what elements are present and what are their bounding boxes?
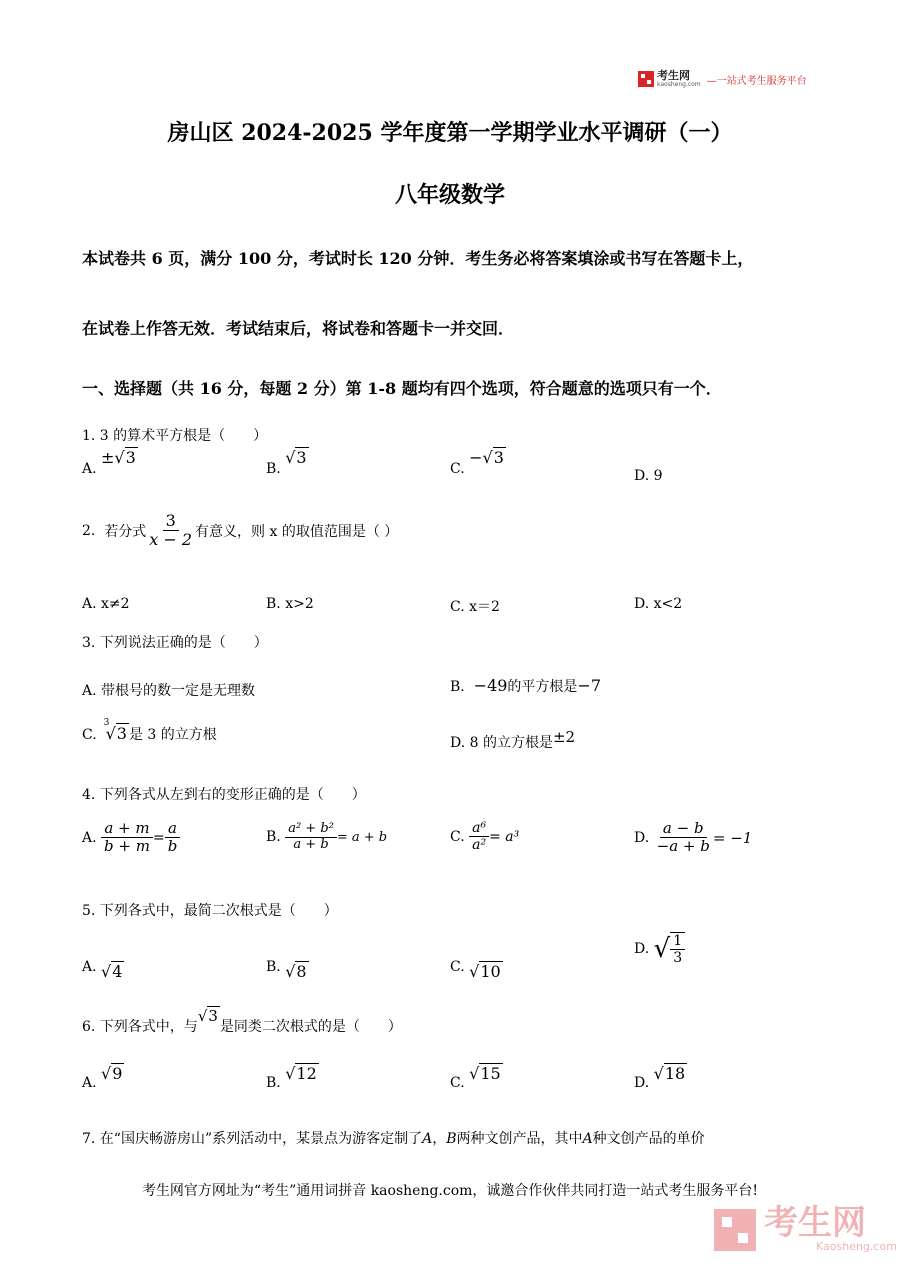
brand-domain: kaosheng.com xyxy=(657,81,701,88)
section-heading: 一、选择题（共 16 分，每题 2 分）第 1-8 题均有四个选项，符合题意的选项只有一个． xyxy=(82,379,722,398)
question-5-option-b: B. √8 xyxy=(266,959,307,981)
watermark-text: 考生网 xyxy=(764,1203,866,1243)
question-2-option-c: C. x＝2 xyxy=(450,599,500,615)
question-2-stem: 2. 若分式 $\frac{3}{x - 2}$ 有意义，则 x 的取值范围是（ ） xyxy=(82,511,399,550)
instructions-line-1: 本试卷共 6 页，满分 100 分，考试时长 120 分钟．考生务必将答案填涂或书写在答题卡上， xyxy=(82,249,754,268)
question-6-stem: 6. 下列各式中，与√3是同类二次根式的是（ ） xyxy=(82,1007,402,1035)
exam-subtitle: 八年级数学 xyxy=(394,182,505,208)
question-5-option-a: A. √4 xyxy=(82,959,123,981)
footer-note: 考生网官方网址为“考生”通用词拼音 kaosheng.com，诚邀合作伙伴共同打造一站式考生服务平台! xyxy=(141,1183,759,1199)
question-4-option-a: A. $\frac{a + m}{b + m}$ = $\frac{a}{b}$ xyxy=(82,820,180,856)
question-3-option-d: D. 8 的立方根是±2 xyxy=(450,728,576,751)
question-5-option-d: D. √ $\frac{1}{3}$ xyxy=(634,932,685,966)
question-5-stem: 5. 下列各式中，最简二次根式是（ ） xyxy=(82,903,338,919)
brand-name: 考生网 xyxy=(657,69,690,82)
watermark-logo-icon xyxy=(714,1209,756,1251)
question-4-stem: 4. 下列各式从左到右的变形正确的是（ ） xyxy=(82,787,366,803)
question-2-option-d: D. x<2 xyxy=(634,596,683,612)
question-2-option-a: A. x≠2 xyxy=(82,596,130,612)
brand-logo xyxy=(638,70,807,88)
instructions-line-2: 在试卷上作答无效．考试结束后，将试卷和答题卡一并交回． xyxy=(82,319,515,338)
question-6-option-b: B. √12 xyxy=(266,1064,317,1091)
watermark xyxy=(714,1203,897,1253)
question-5-option-c: C. √10 xyxy=(450,959,501,981)
question-4-option-b: B. $\frac{\text{a² + b²}}{a + b}$ = a + b xyxy=(266,821,388,852)
question-1-option-c: C. −√3 xyxy=(450,448,504,477)
question-1-option-b: B. √3 xyxy=(266,448,307,477)
question-1-option-a: A. ±√3 xyxy=(82,448,136,477)
question-3-stem: 3. 下列说法正确的是（ ） xyxy=(82,635,268,651)
question-1-option-d: D. 9 xyxy=(634,468,663,484)
question-4-option-c: C. $\frac{\text{a⁶}}{\text{a²}}$ = a³ xyxy=(450,820,520,854)
question-3-option-a: A. 带根号的数一定是无理数 xyxy=(82,683,256,699)
question-3-option-c: C. 3 √3 是 3 的立方根 xyxy=(82,718,217,743)
question-6-option-d: D. √18 xyxy=(634,1064,686,1091)
brand-slogan: —一站式考生服务平台 xyxy=(706,75,807,87)
question-2-option-b: B. x>2 xyxy=(266,596,314,612)
question-3-option-b: B. −49的平方根是−7 xyxy=(450,676,602,695)
question-6-option-c: C. √15 xyxy=(450,1064,501,1091)
question-6-option-a: A. √9 xyxy=(82,1064,123,1091)
question-4-option-d: D. $\frac{a - b}{-a + b}$ = −1 xyxy=(634,819,753,856)
question-7-stem: 7. 在“国庆畅游房山”系列活动中，某景点为游客定制了A，B两种文创产品，其中A种文创产品的单价 xyxy=(82,1131,705,1147)
exam-title: 房山区 2024-2025 学年度第一学期学业水平调研（一） xyxy=(167,120,733,146)
watermark-sub: Kaosheng.com xyxy=(816,1240,897,1253)
brand-logo-icon xyxy=(638,71,654,87)
question-1-stem: 1. 3 的算术平方根是（ ） xyxy=(82,428,268,444)
